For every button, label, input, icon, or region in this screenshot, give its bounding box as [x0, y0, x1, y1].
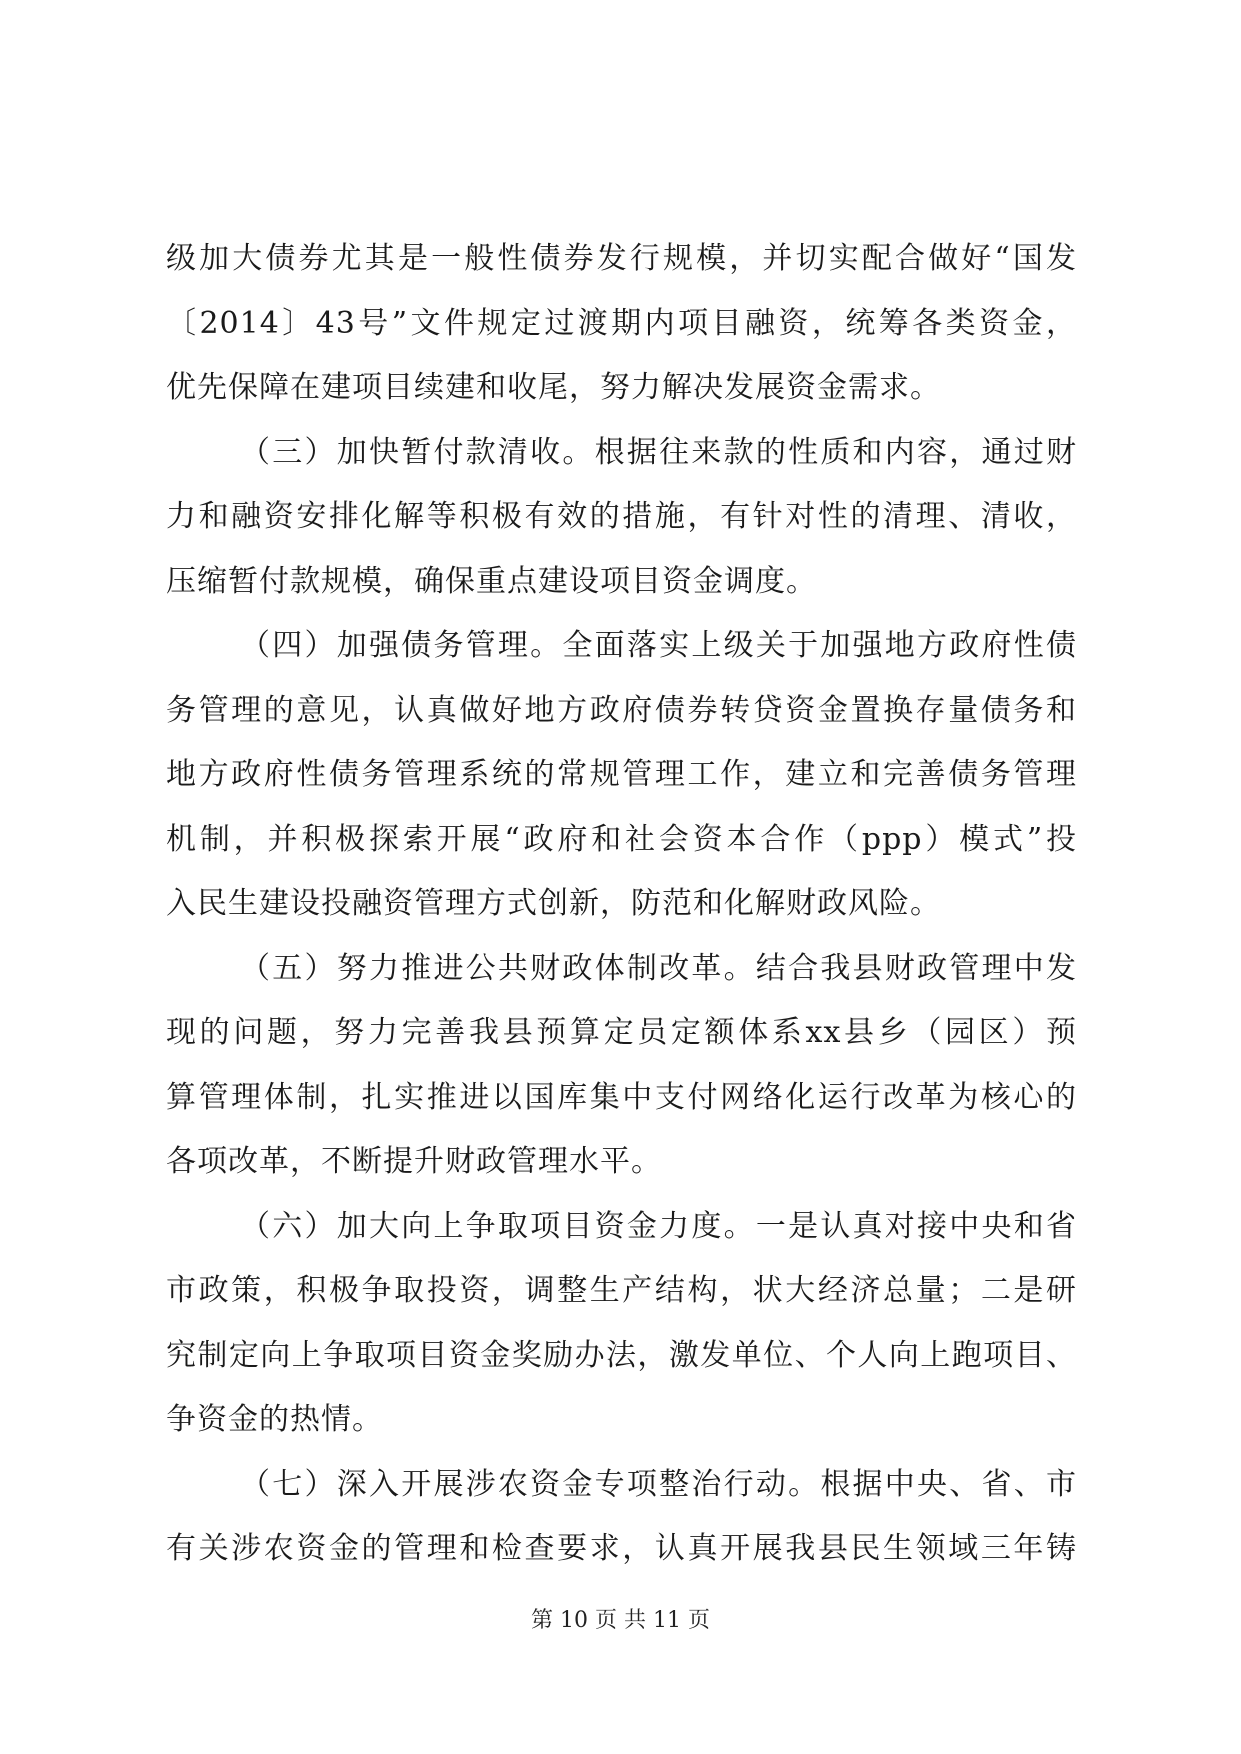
text-line: 算管理体制，扎实推进以国库集中支付网络化运行改革为核心的 — [166, 1079, 1077, 1115]
paragraph-first-line: （三）加快暂付款清收。根据往来款的性质和内容，通过财 — [240, 434, 1077, 470]
text-line: 各项改革，不断提升财政管理水平。 — [166, 1144, 662, 1179]
text-line: 究制定向上争取项目资金奖励办法，激发单位、个人向上跑项目、 — [166, 1337, 1077, 1373]
paragraph-first-line: （四）加强债务管理。全面落实上级关于加强地方政府性债 — [240, 628, 1077, 663]
paragraph-first-line: （七）深入开展涉农资金专项整治行动。根据中央、省、市 — [240, 1466, 1077, 1502]
page-footer: 第 10 页 共 11 页 — [531, 1608, 710, 1633]
text-line: 地方政府性债务管理系统的常规管理工作，建立和完善债务管理 — [166, 757, 1077, 792]
text-line: 压缩暂付款规模，确保重点建设项目资金调度。 — [166, 563, 817, 599]
body-text — [166, 227, 1077, 1582]
paragraph-first-line: （五）努力推进公共财政体制改革。结合我县财政管理中发 — [240, 950, 1077, 986]
text-line: 〔2014〕43号”文件规定过渡期内项目融资，统筹各类资金， — [166, 305, 1077, 341]
text-line: 级加大债券尤其是一般性债券发行规模，并切实配合做好“国发 — [166, 241, 1077, 276]
text-line: 务管理的意见，认真做好地方政府债券转贷资金置换存量债务和 — [166, 692, 1077, 728]
text-line: 争资金的热情。 — [166, 1402, 383, 1437]
text-line: 现的问题，努力完善我县预算定员定额体系xx县乡（园区）预 — [166, 1015, 1077, 1050]
text-line: 入民生建设投融资管理方式创新，防范和化解财政风险。 — [166, 886, 941, 921]
text-line: 机制，并积极探索开展“政府和社会资本合作（ppp）模式”投 — [166, 821, 1077, 857]
text-line: 有关涉农资金的管理和检查要求，认真开展我县民生领域三年铸 — [166, 1531, 1077, 1566]
text-line: 力和融资安排化解等积极有效的措施，有针对性的清理、清收， — [166, 499, 1077, 534]
paragraph-first-line: （六）加大向上争取项目资金力度。一是认真对接中央和省 — [240, 1208, 1077, 1244]
text-line: 优先保障在建项目续建和收尾，努力解决发展资金需求。 — [166, 370, 941, 405]
text-line: 市政策，积极争取投资，调整生产结构，状大经济总量；二是研 — [166, 1273, 1077, 1308]
